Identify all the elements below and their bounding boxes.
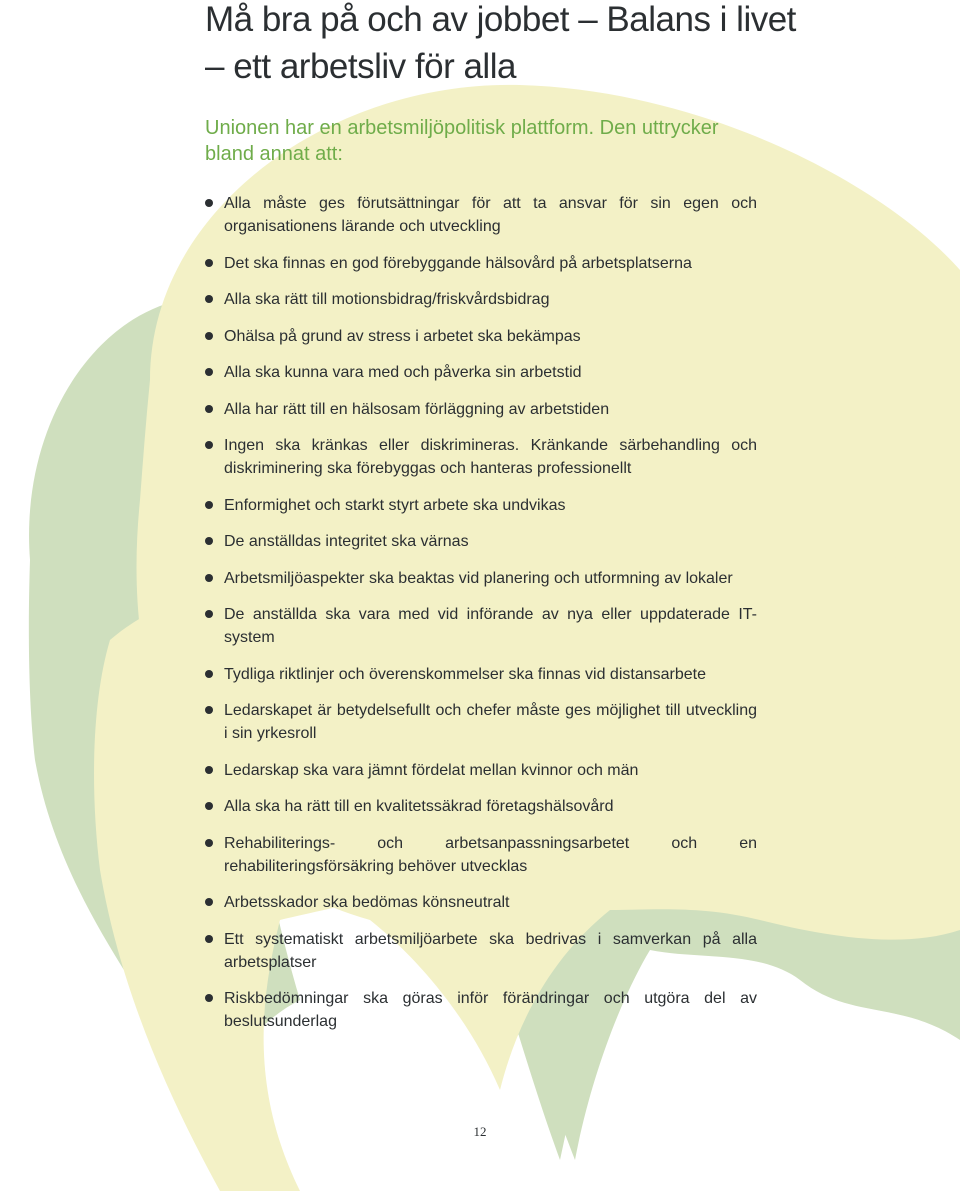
list-item-text: Alla ska rätt till motionsbidrag/friskvårdsbidrag: [224, 291, 550, 308]
bullet-icon: [205, 706, 213, 714]
list-item: [205, 361, 757, 384]
list-item: [205, 494, 757, 517]
page-title: [205, 0, 805, 90]
list-item-text: Ledarskapet är betydelsefullt och chefer måste ges möjlighet till utveckling i sin yrkesroll: [224, 702, 757, 742]
bullet-icon: [205, 574, 213, 582]
bullet-list: [205, 192, 757, 1047]
list-item-text: Ett systematiskt arbetsmiljöarbete ska bedrivas i samverkan på alla arbetsplatser: [224, 930, 757, 971]
bullet-icon: [205, 935, 213, 943]
bullet-icon: [205, 368, 213, 376]
list-item: [205, 603, 757, 649]
list-item: [205, 252, 757, 275]
list-item: [205, 759, 757, 782]
list-item: [205, 795, 757, 818]
list-item: [205, 567, 757, 590]
list-item: [205, 699, 757, 745]
list-item: [205, 398, 757, 421]
bullet-icon: [205, 898, 213, 906]
list-item-text: Alla måste ges förutsättningar för att ta ansvar för sin egen och organisationens lärande och utveckling: [224, 195, 757, 235]
list-item: [205, 928, 757, 974]
bullet-icon: [205, 295, 213, 303]
list-item-text: Riskbedömningar ska göras inför förändringar och utgöra del av beslutsunderlag: [224, 990, 757, 1030]
bullet-icon: [205, 405, 213, 413]
bullet-icon: [205, 332, 213, 340]
list-item: [205, 434, 757, 480]
list-item-text: Arbetsmiljöaspekter ska beaktas vid planering och utformning av lokaler: [224, 569, 733, 587]
bullet-icon: [205, 766, 213, 774]
bullet-icon: [205, 802, 213, 810]
list-item-text: Enformighet och starkt styrt arbete ska undvikas: [224, 496, 566, 514]
list-item-text: De anställda ska vara med vid införande av nya eller uppdaterade IT-system: [224, 606, 757, 646]
bullet-icon: [205, 839, 213, 847]
list-item: [205, 530, 757, 553]
intro-text: Unionen har en arbetsmiljöpolitisk plattform. Den uttrycker bland annat att:: [205, 117, 719, 165]
title-line-1: Må bra på och av jobbet – Balans i livet: [205, 0, 796, 39]
yellow-bubble-right: [760, 552, 960, 904]
bullet-icon: [205, 199, 213, 207]
title-line-2: – ett arbetsliv för alla: [205, 47, 516, 86]
list-item-text: Ingen ska kränkas eller diskrimineras. Kränkande särbehandling och diskriminering ska förebyggas och hanteras professionellt: [224, 437, 757, 477]
bullet-icon: [205, 259, 213, 267]
list-item-text: De anställdas integritet ska värnas: [224, 533, 469, 550]
list-item: [205, 288, 757, 311]
list-item-text: Alla ska ha rätt till en kvalitetssäkrad företagshälsovård: [224, 798, 614, 815]
list-item: [205, 325, 757, 348]
list-item-text: Det ska finnas en god förebyggande hälsovård på arbetsplatserna: [224, 254, 692, 272]
list-item-text: Tydliga riktlinjer och överenskommelser ska finnas vid distansarbete: [224, 665, 706, 683]
list-item-text: Ledarskap ska vara jämnt fördelat mellan kvinnor och män: [224, 761, 639, 779]
bullet-icon: [205, 670, 213, 678]
list-item: [205, 663, 757, 686]
bullet-icon: [205, 441, 213, 449]
list-item-text: Ohälsa på grund av stress i arbetet ska bekämpas: [224, 327, 581, 345]
list-item-text: Rehabiliterings- och arbetsanpassningsarbetet och en rehabiliteringsförsäkring behöver utvecklas: [224, 834, 757, 875]
list-item-text: Arbetsskador ska bedömas könsneutralt: [224, 894, 510, 911]
page-number: 12: [473, 1124, 487, 1139]
bullet-icon: [205, 501, 213, 509]
bullet-icon: [205, 610, 213, 618]
list-item: [205, 192, 757, 238]
list-item: [205, 832, 757, 878]
list-item-text: Alla har rätt till en hälsosam förläggning av arbetstiden: [224, 400, 610, 418]
list-item: [205, 987, 757, 1033]
bullet-icon: [205, 994, 213, 1002]
bullet-icon: [205, 537, 213, 545]
list-item-text: Alla ska kunna vara med och påverka sin arbetstid: [224, 364, 582, 381]
list-item: [205, 891, 757, 914]
